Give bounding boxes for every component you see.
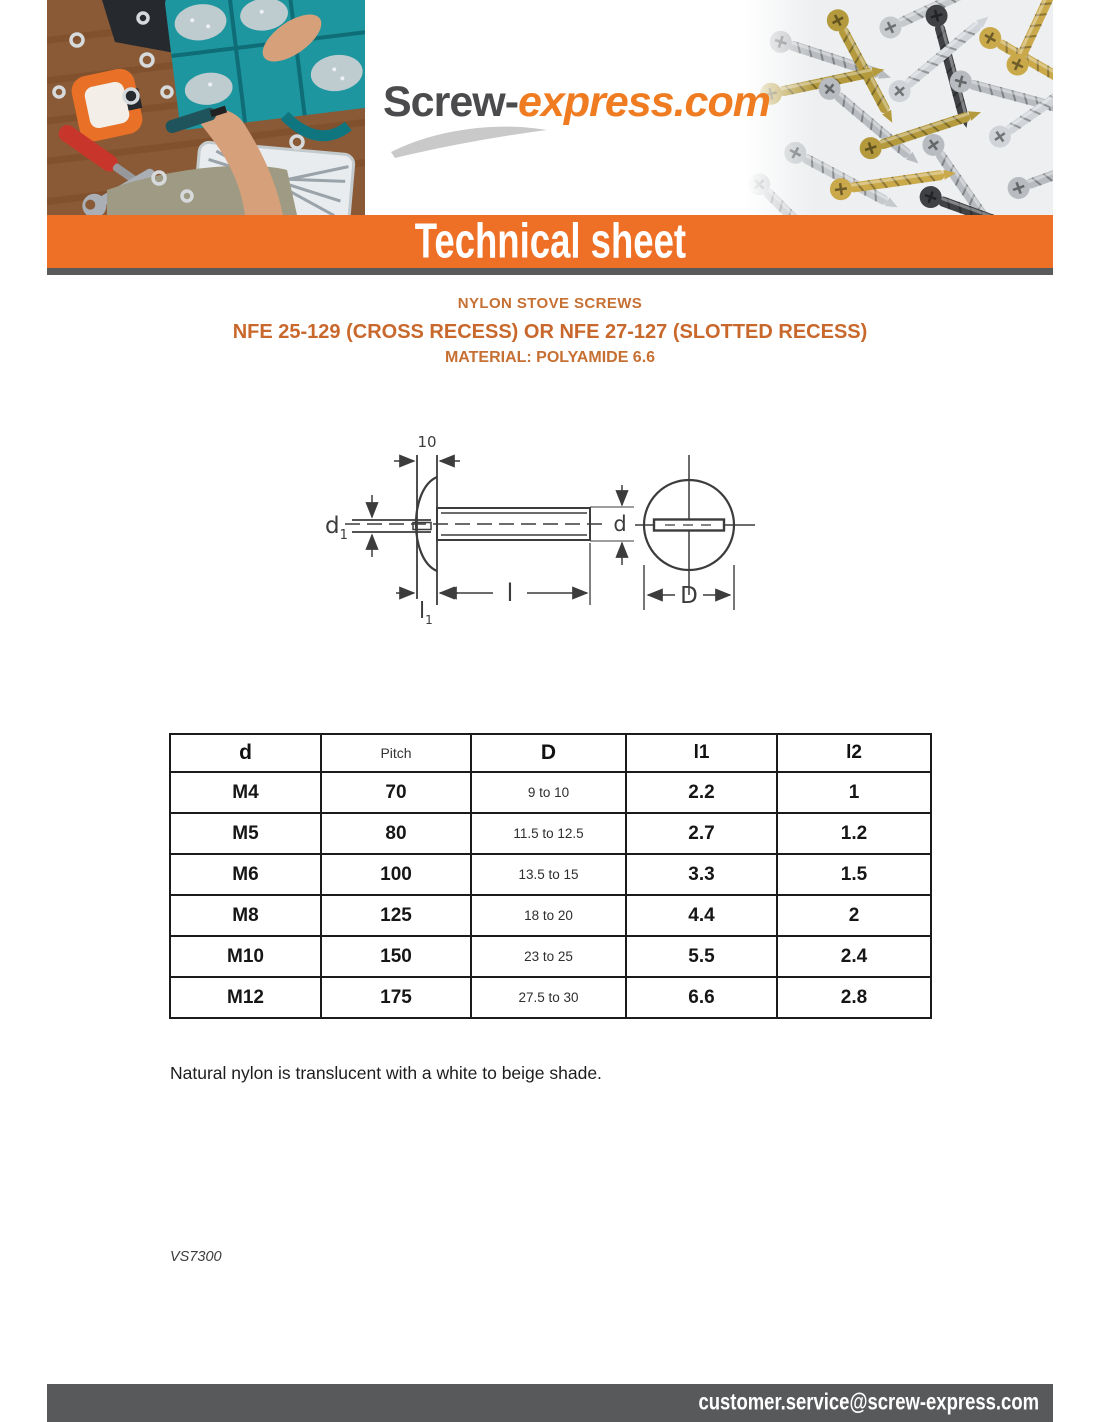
- table-row: [170, 772, 931, 813]
- table-cell: 23 to 25: [471, 936, 626, 977]
- workbench-photo-illustration: [47, 0, 365, 215]
- subtitle-product: NYLON STOVE SCREWS: [457, 295, 643, 312]
- table-cell: 3.3: [626, 854, 777, 895]
- table-cell: M8: [170, 895, 321, 936]
- column-header-d: d: [170, 734, 321, 772]
- table-cell: 6.6: [626, 977, 777, 1018]
- table-cell: 9 to 10: [471, 772, 626, 813]
- table-cell: 4.4: [626, 895, 777, 936]
- screws-photo-illustration: [745, 0, 1053, 215]
- logo: [365, 0, 770, 215]
- dim-label-l1: $l_1$: [419, 599, 433, 627]
- table-cell: M10: [170, 936, 321, 977]
- table-row: [170, 895, 931, 936]
- header: [47, 0, 1053, 215]
- banner-title: Technical sheet: [414, 213, 686, 269]
- screw-side-view: [345, 455, 609, 605]
- subtitle-material: MATERIAL: POLYAMIDE 6.6: [444, 349, 656, 366]
- banner-shadow: [47, 268, 1053, 275]
- logo-swoosh-icon: [389, 118, 549, 160]
- table-cell: M5: [170, 813, 321, 854]
- title-standard: NFE 25-129 (CROSS RECESS) OR NFE 27-127 (SLOTTED RECESS): [232, 321, 868, 343]
- table-cell: M4: [170, 772, 321, 813]
- table-cell: 2.4: [777, 936, 931, 977]
- table-cell: 5.5: [626, 936, 777, 977]
- table-cell: 27.5 to 30: [471, 977, 626, 1018]
- column-header-l1: l1: [626, 734, 777, 772]
- table-cell: M6: [170, 854, 321, 895]
- table-header-row: [170, 734, 931, 772]
- table-cell: 80: [321, 813, 471, 854]
- dim-label-d1: $d_1$: [325, 513, 348, 543]
- table-cell: 125: [321, 895, 471, 936]
- table-cell: 100: [321, 854, 471, 895]
- table-cell: 1.5: [777, 854, 931, 895]
- table-cell: 18 to 20: [471, 895, 626, 936]
- table-cell: 175: [321, 977, 471, 1018]
- logo-text-express: express.com: [518, 78, 770, 126]
- table-row: [170, 813, 931, 854]
- footer-bar: [47, 1384, 1053, 1422]
- table-cell: 11.5 to 12.5: [471, 813, 626, 854]
- workbench-photo: [47, 0, 365, 215]
- column-header-l2: l2: [777, 734, 931, 772]
- table-cell: 1.2: [777, 813, 931, 854]
- table-cell: 2: [777, 895, 931, 936]
- reference-code: VS7300: [170, 1249, 222, 1265]
- logo-text-screw: Screw-: [383, 78, 519, 126]
- table-cell: 1: [777, 772, 931, 813]
- dim-label-l: l: [506, 579, 514, 607]
- table-cell: 13.5 to 15: [471, 854, 626, 895]
- table-cell: M12: [170, 977, 321, 1018]
- table-cell: 2.2: [626, 772, 777, 813]
- note-text: Natural nylon is translucent with a white to beige shade.: [170, 1063, 602, 1083]
- table-cell: 2.8: [777, 977, 931, 1018]
- screw-front-view: [635, 455, 755, 595]
- dim-label-D: D: [680, 583, 698, 609]
- table-cell: 150: [321, 936, 471, 977]
- column-header-D: D: [471, 734, 626, 772]
- titles-block: [0, 295, 1100, 367]
- table-cell: 2.7: [626, 813, 777, 854]
- dimensions-table: [169, 733, 932, 1019]
- dim-label-d: d: [613, 512, 627, 536]
- screws-photo: [745, 0, 1053, 215]
- table-row: [170, 977, 931, 1018]
- footer-email[interactable]: customer.service@screw-express.com: [698, 1389, 1039, 1416]
- column-header-pitch: Pitch: [321, 734, 471, 772]
- banner: [47, 215, 1053, 268]
- dim-label-head-width: 10: [417, 433, 437, 451]
- table-row: [170, 936, 931, 977]
- screw-technical-drawing: [297, 413, 817, 648]
- table-cell: 70: [321, 772, 471, 813]
- table-row: [170, 854, 931, 895]
